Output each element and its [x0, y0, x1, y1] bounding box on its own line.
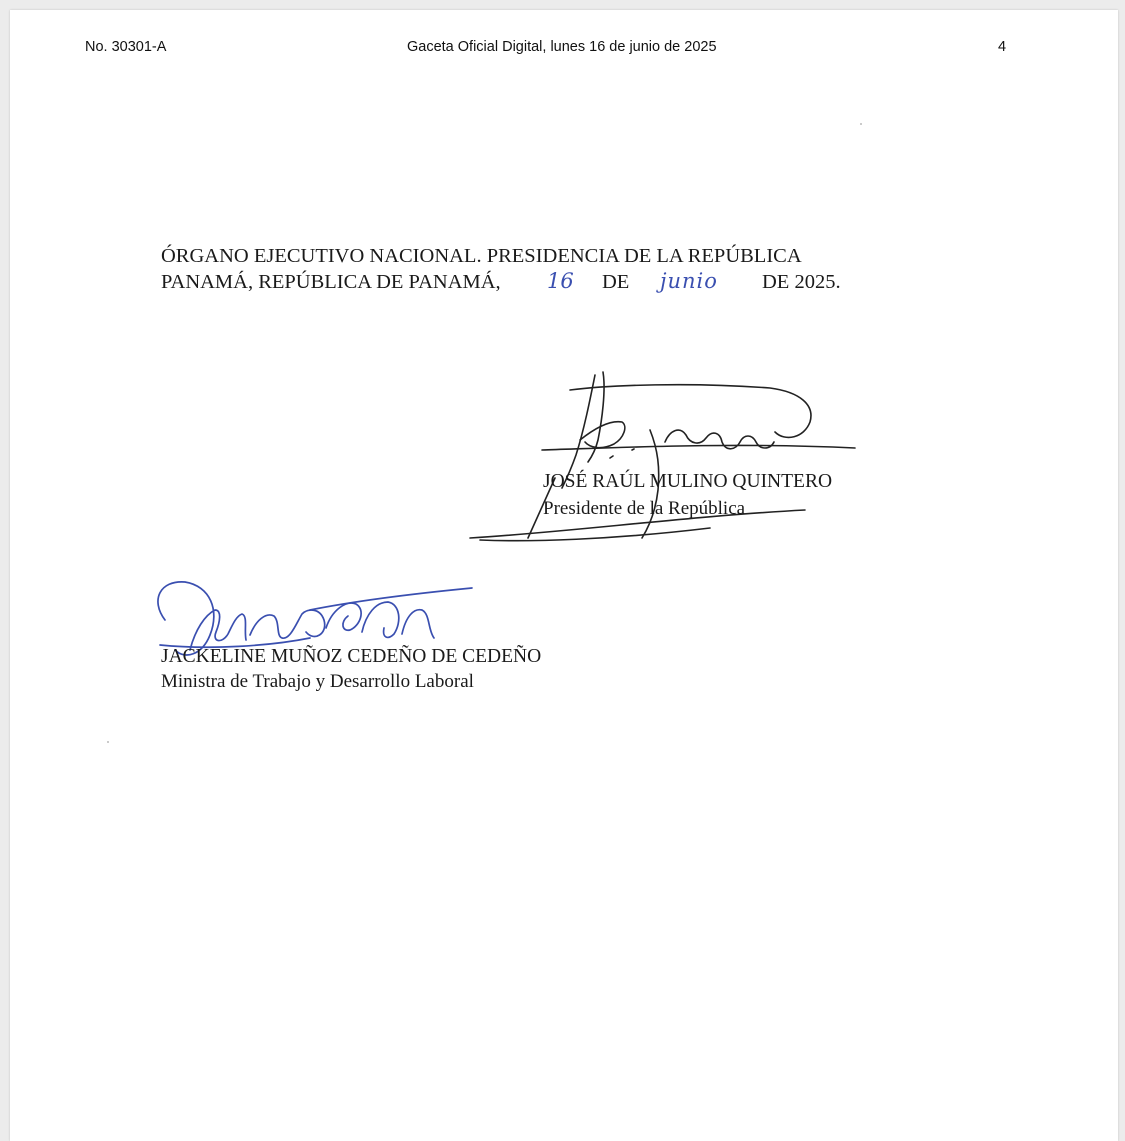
- signatory-1-title: Presidente de la República: [543, 498, 746, 519]
- page-number: 4: [998, 39, 1007, 55]
- issue-number: No. 30301-A: [85, 39, 167, 55]
- scan-speck: [107, 741, 109, 743]
- closing-word-de: DE: [602, 271, 630, 293]
- document-page: [10, 10, 1118, 1141]
- signatory-1-name: JOSÉ RAÚL MULINO QUINTERO: [543, 471, 833, 492]
- publication-title: Gaceta Oficial Digital, lunes 16 de junio de 2025: [407, 39, 717, 55]
- scan-speck: [860, 123, 862, 125]
- minister-signature: [10, 10, 1118, 1141]
- handwritten-day: 16: [547, 269, 574, 293]
- signatory-2-name: JACKELINE MUÑOZ CEDEÑO DE CEDEÑO: [161, 646, 542, 667]
- closing-year: DE 2025.: [762, 271, 841, 293]
- closing-line-2-prefix: PANAMÁ, REPÚBLICA DE PANAMÁ,: [161, 271, 501, 293]
- closing-line-1: ÓRGANO EJECUTIVO NACIONAL. PRESIDENCIA DE LA REPÚBLICA: [161, 245, 802, 267]
- handwritten-month: junio: [660, 269, 718, 293]
- signatory-2-title: Ministra de Trabajo y Desarrollo Laboral: [161, 671, 474, 692]
